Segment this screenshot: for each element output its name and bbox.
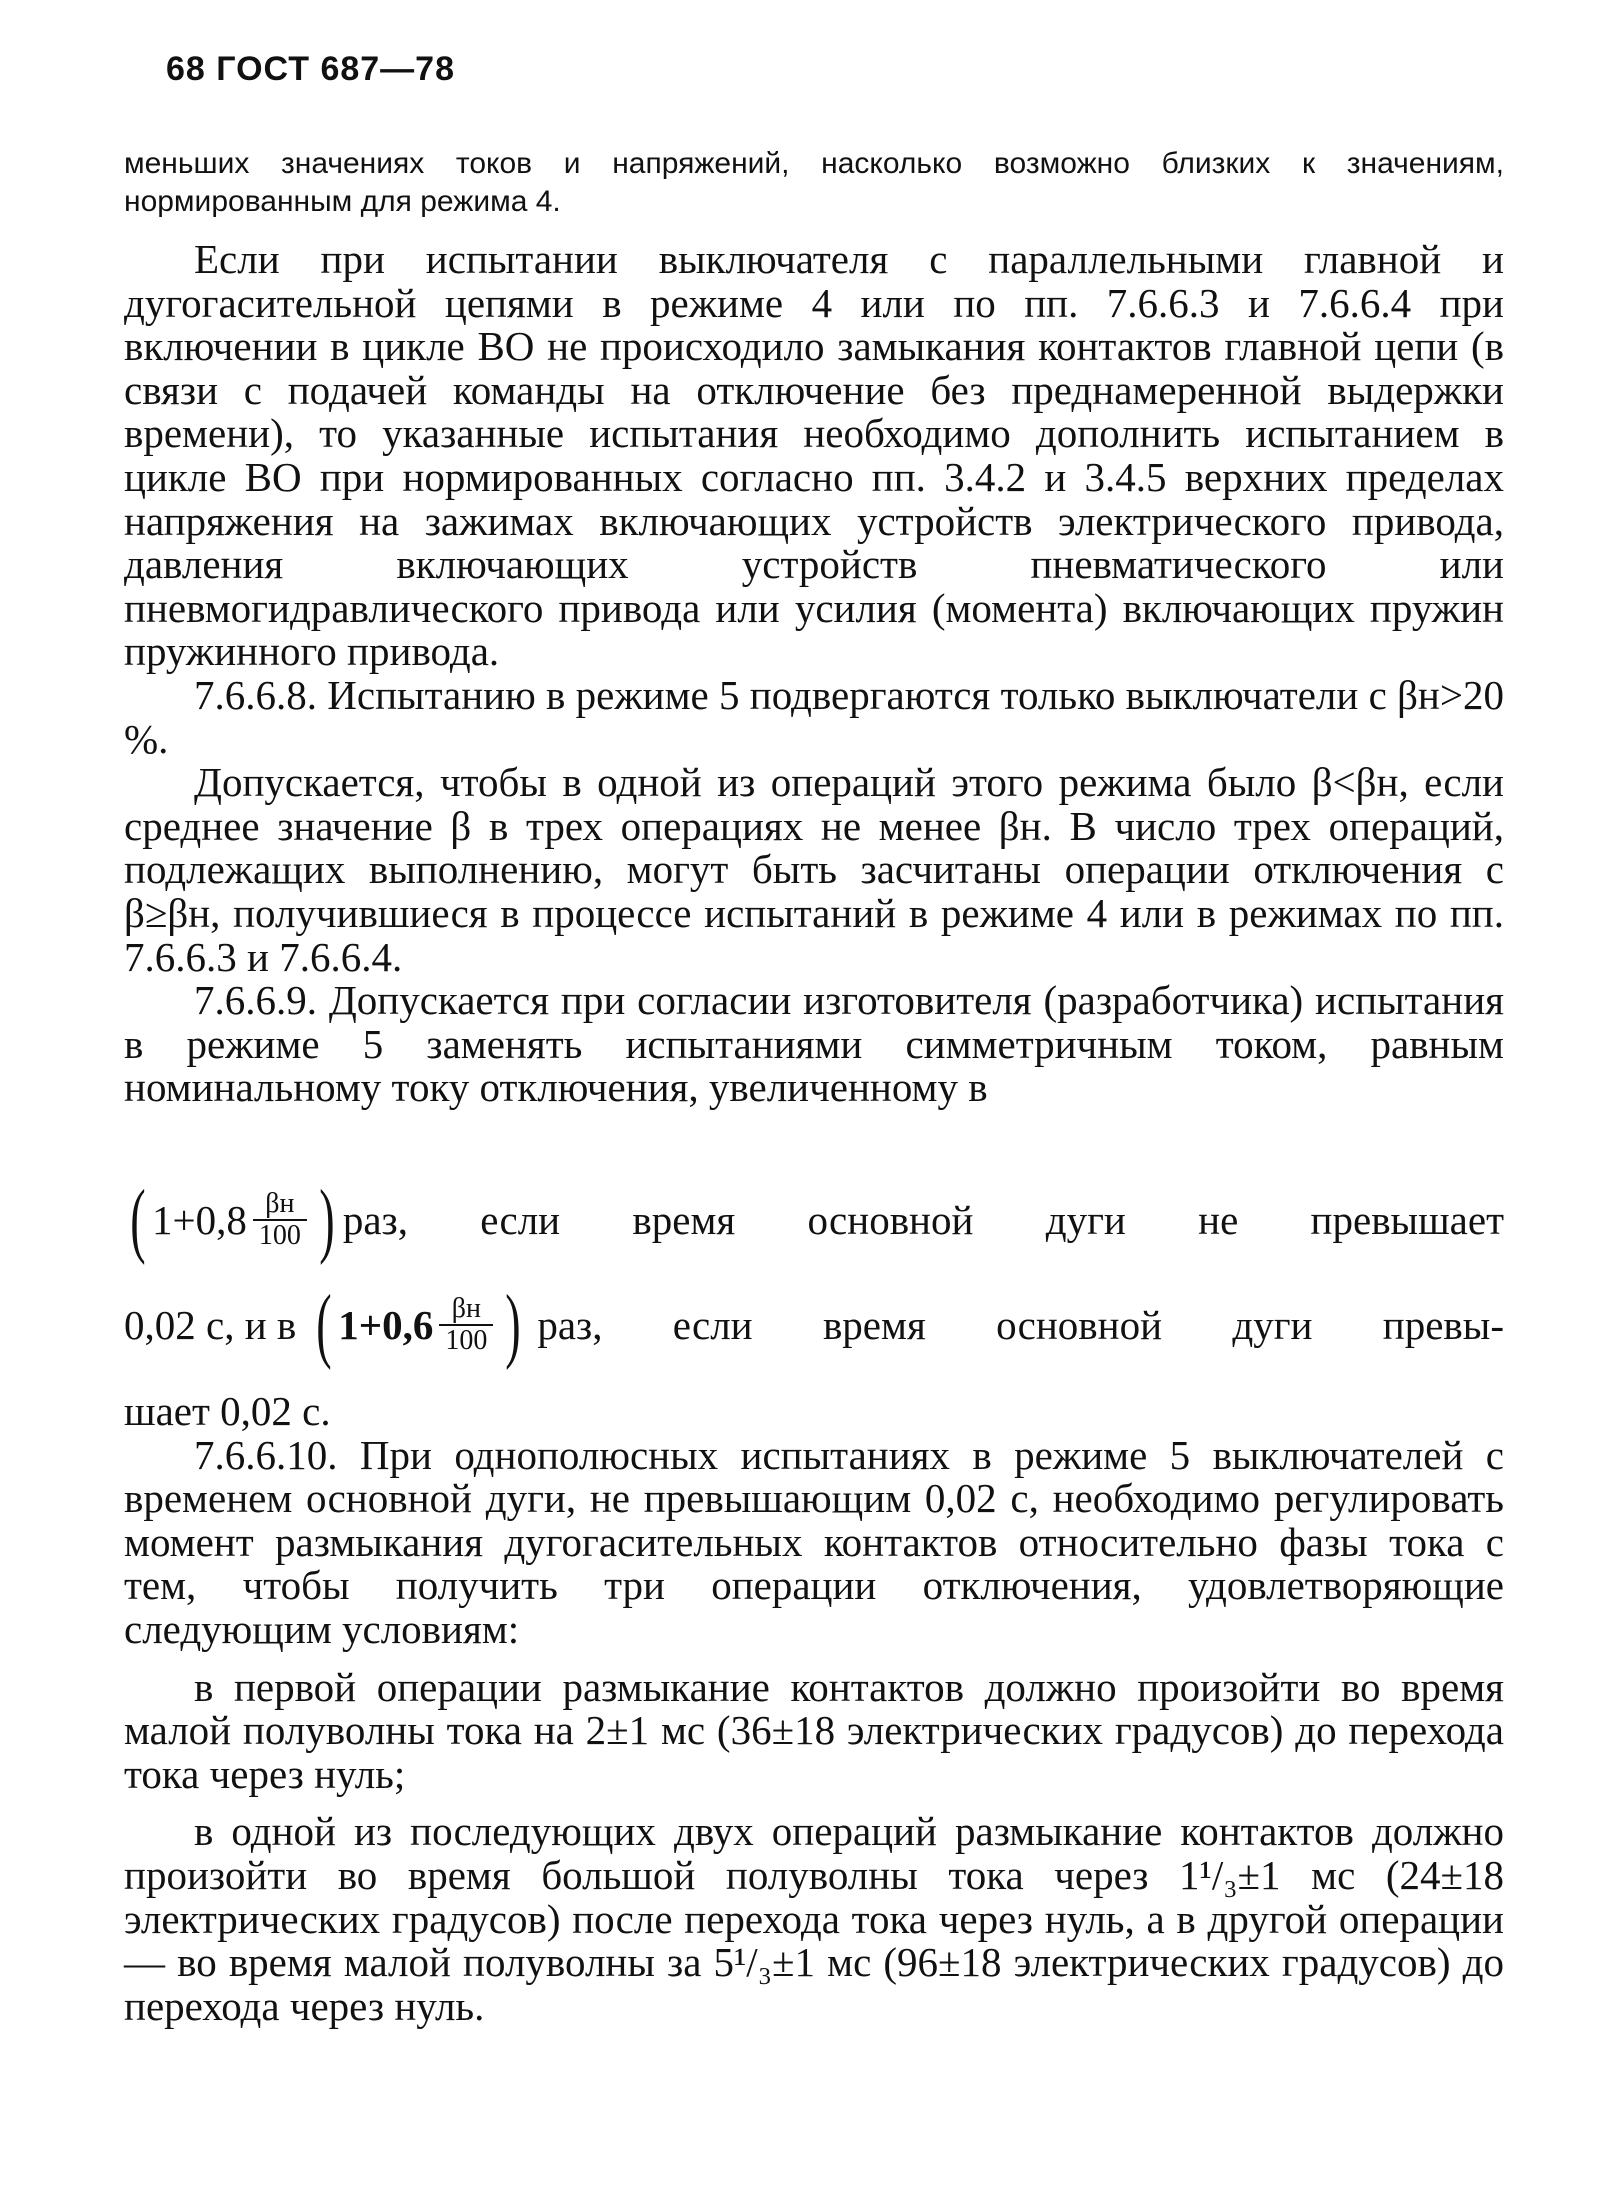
formula-2-prefix: 1+0,6 <box>338 1302 434 1348</box>
close-paren: ) <box>505 1278 522 1371</box>
fraction-numerator: βн <box>451 1293 481 1324</box>
formula-2-lead: 0,02 с, и в <box>124 1302 297 1348</box>
body-bottom <box>124 1390 1504 2028</box>
open-paren: ( <box>316 1278 332 1371</box>
paragraph-7-6-6-8: 7.6.6.8. Испытанию в режиме 5 подвергаются только выключатели с βн>20 %. <box>124 671 1504 762</box>
paragraph-allowance: Допускается, чтобы в одной из операций этого режима было β<βн, если среднее значение β в трех операциях не менее βн. В число трех операций, подлежащих выполнению, могут быть засчитаны операции отключения с β≥βн, получившиеся в процессе испытаний в режиме 4 или в режимах по пп. 7.6.6.3 и 7.6.6.4. <box>124 759 1504 980</box>
formula-line-1 <box>124 1173 1504 1266</box>
fraction-denominator: 100 <box>253 1219 307 1251</box>
paragraph-7-6-6-9: 7.6.6.9. Допускается при согласии изготовителя (разработчика) испытания в режиме 5 заменять испытаниями симметричным током, равным номинальному току отключения, увеличенному в <box>124 977 1504 1111</box>
fraction-numerator: βн <box>265 1188 295 1219</box>
body-top <box>124 238 1504 1110</box>
formula-2-text: раз, если время основной дуги превы- <box>537 1302 1504 1348</box>
paragraph-next-operations: в одной из последующих двух операций размыкание контактов должно произойти во время большой полуволны тока через 1¹/₃±1 мс (24±18 электрических градусов) после перехода тока через нуль, а в другой операции — во время малой полуволны за 5¹/₃±1 мс (96±18 электрических градусов) до перехода через нуль. <box>124 1808 1504 2029</box>
formula-line-2 <box>124 1280 1504 1370</box>
formula-1-prefix: 1+0,8 <box>151 1197 247 1243</box>
paragraph-first-operation: в первой операции размыкание контактов должно произойти во время малой полуволны тока на 2±1 мс (36±18 электрических градусов) до перехода тока через нуль; <box>124 1663 1504 1797</box>
paragraph-7-6-6-10: 7.6.6.10. При однополюсных испытаниях в режиме 5 выключателей с временем основной дуги, не превышающим 0,02 с, необходимо регулировать момент размыкания дугогасительных контактов относительно фазы тока с тем, чтобы получить три операции отключения, удовлетворяющие следующим условиям: <box>124 1431 1504 1652</box>
intro-text: меньших значениях токов и напряжений, насколько возможно близких к значениям, нормированным для режима 4. <box>124 147 1504 218</box>
page-header: 68 ГОСТ 687—78 <box>166 50 456 88</box>
formula-1-text: раз, если время основной дуги не превышает <box>342 1197 1504 1243</box>
close-paren: ) <box>319 1173 335 1266</box>
paragraph-continuation: шает 0,02 с. <box>124 1388 331 1434</box>
paragraph-main-circuit: Если при испытании выключателя с параллельными главной и дугогасительной цепями в режиме 4 или по пп. 7.6.6.3 и 7.6.6.4 при включении в цикле ВО не происходило замыкания контактов главной цепи (в связи с подачей команды на отключение без преднамеренной выдержки времени), то указанные испытания необходимо дополнить испытанием в цикле ВО при нормированных согласно пп. 3.4.2 и 3.4.5 верхних пределах напряжения на зажимах включающих устройств электрического привода, давления включающих устройств пневматического или пневмогидравлического привода или усилия (момента) включающих пружин пружинного привода. <box>124 236 1504 675</box>
formula-2-fraction <box>439 1294 493 1356</box>
fraction-denominator: 100 <box>439 1324 493 1356</box>
formula-1-fraction <box>253 1189 307 1251</box>
open-paren: ( <box>130 1173 146 1266</box>
